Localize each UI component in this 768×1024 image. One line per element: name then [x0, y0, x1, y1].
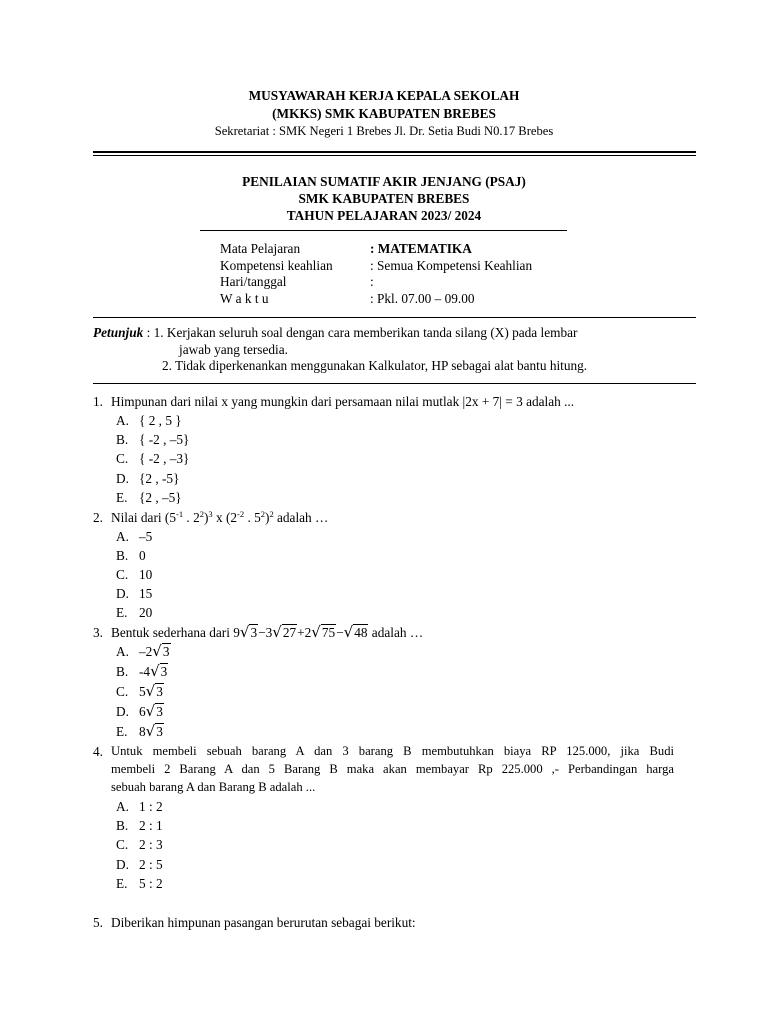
exponent: 2 [199, 509, 204, 519]
radicand: 27 [282, 625, 297, 640]
expr-part: x (2 [212, 510, 238, 525]
radicand: 48 [354, 625, 368, 640]
radical-coefficient: –2 [139, 644, 153, 659]
option-letter: B. [116, 432, 129, 447]
org-title-line1: MUSYAWARAH KERJA KEPALA SEKOLAH [248, 88, 520, 103]
instruction-item1-line2: jawab yang tersedia. [179, 342, 288, 357]
radical-sign: √ [311, 623, 321, 641]
info-label-time: W a k t u [220, 291, 269, 306]
org-title-line2: (MKKS) SMK KABUPATEN BREBES [272, 106, 496, 121]
expr-part: Nilai dari (5 [111, 510, 176, 525]
radical-coefficient: -4 [139, 664, 151, 679]
info-rule [93, 317, 696, 318]
instructions-rule [93, 383, 696, 384]
radicand: 75 [321, 625, 336, 640]
radicand: 3 [156, 704, 163, 719]
option-letter: C. [116, 451, 129, 466]
exponent: -1 [176, 509, 184, 519]
title-rule [200, 230, 567, 231]
expr-part: . 2 [183, 510, 200, 525]
expr-part: adalah … [368, 625, 424, 640]
option-letter: A. [116, 529, 129, 544]
instruction-item1-line1: 1. Kerjakan seluruh soal dengan cara memberikan tanda silang (X) pada lembar [153, 325, 578, 340]
question-text: Diberikan himpunan pasangan berurutan sebagai berikut: [111, 915, 416, 930]
exam-title-line2: SMK KABUPATEN BREBES [298, 191, 470, 206]
option-text [139, 722, 164, 740]
instructions-label: Petunjuk [93, 325, 144, 340]
option-letter: C. [116, 837, 129, 852]
option-letter: C. [116, 567, 129, 582]
radical-coefficient: +2 [297, 625, 312, 640]
square-root [311, 623, 336, 641]
radicand: 3 [156, 724, 163, 739]
exponent: -2 [237, 509, 245, 519]
option-text: 0 [139, 548, 146, 563]
question-number: 2. [93, 510, 103, 525]
expr-part: Bentuk sederhana dari [111, 625, 234, 640]
option-text [139, 682, 164, 700]
expr-part: . 5 [244, 510, 261, 525]
option-letter: E. [116, 490, 128, 505]
radical-coefficient: 6 [139, 704, 146, 719]
option-letter: B. [116, 664, 129, 679]
option-letter: A. [116, 413, 129, 428]
option-letter: E. [116, 876, 128, 891]
option-letter: E. [116, 605, 128, 620]
question-text [111, 510, 328, 526]
square-root [272, 623, 297, 641]
radicand: 3 [156, 684, 163, 699]
radical-sign: √ [145, 702, 156, 720]
option-letter: A. [116, 799, 129, 814]
question-number: 5. [93, 915, 103, 930]
radical-sign: √ [145, 722, 156, 740]
option-letter: B. [116, 818, 129, 833]
radical-sign: √ [145, 682, 156, 700]
option-text: 2 : 1 [139, 818, 163, 833]
radical-coefficient: 8 [139, 724, 146, 739]
radical-sign: √ [150, 662, 160, 680]
secretariat-address: Sekretariat : SMK Negeri 1 Brebes Jl. Dr. Setia Budi N0.17 Brebes [214, 124, 554, 138]
radical-sign: √ [152, 642, 162, 660]
option-text: 20 [139, 605, 153, 620]
option-text: { -2 , –5} [139, 432, 190, 447]
exponent: 2 [269, 509, 274, 519]
square-root [146, 682, 164, 700]
radical-coefficient: −3 [258, 625, 273, 640]
radicand: 3 [250, 625, 258, 640]
radical-coefficient: 5 [139, 684, 146, 699]
exam-title-line3: TAHUN PELAJARAN 2023/ 2024 [286, 208, 482, 223]
instructions-separator: : [143, 325, 154, 340]
option-letter: D. [116, 857, 129, 872]
option-text: {2 , –5} [139, 490, 182, 505]
option-letter: D. [116, 471, 129, 486]
info-value-competency: : Semua Kompetensi Keahlian [370, 258, 533, 273]
square-root [150, 662, 168, 680]
square-root [240, 623, 258, 641]
exponent: 3 [208, 509, 213, 519]
option-text: 1 : 2 [139, 799, 163, 814]
info-label-subject: Mata Pelajaran [220, 241, 301, 256]
option-letter: E. [116, 724, 128, 739]
expr-part: ) [265, 510, 270, 525]
radicand: 3 [160, 664, 168, 679]
question-text: Himpunan dari nilai x yang mungkin dari persamaan nilai mutlak |2x + 7| = 3 adalah ... [111, 394, 575, 409]
option-text: 2 : 3 [139, 837, 163, 852]
info-value-date: : [370, 274, 374, 289]
radical-coefficient: 9 [233, 625, 240, 640]
question-text-line2: membeli 2 Barang A dan 5 Barang B maka akan membayar Rp 225.000 ,- Perbandingan harga [111, 762, 674, 776]
question-number: 4. [93, 744, 103, 759]
question-text-line3: sebuah barang A dan Barang B adalah ... [111, 780, 316, 794]
option-text: 5 : 2 [139, 876, 163, 891]
option-text: { 2 , 5 } [139, 413, 182, 428]
header-double-rule-bottom [93, 155, 696, 156]
radical-sign: √ [239, 623, 250, 641]
option-letter: B. [116, 548, 129, 563]
option-text: { -2 , –3} [139, 451, 190, 466]
square-root [146, 702, 164, 720]
option-text [139, 642, 171, 660]
question-text [111, 623, 423, 641]
radical-coefficient: − [336, 625, 344, 640]
option-letter: D. [116, 586, 129, 601]
option-letter: C. [116, 684, 129, 699]
expr-part: adalah … [273, 510, 329, 525]
question-number: 1. [93, 394, 103, 409]
info-value-subject: : MATEMATIKA [370, 241, 472, 256]
square-root [146, 722, 164, 740]
question-text-line1: Untuk membeli sebuah barang A dan 3 barang B membutuhkan biaya RP 125.000, jika Budi [111, 744, 674, 758]
exam-title-line1: PENILAIAN SUMATIF AKIR JENJANG (PSAJ) [242, 174, 526, 189]
exponent: 2 [260, 509, 265, 519]
header-double-rule-top [93, 151, 696, 153]
expr-part: ) [203, 510, 209, 525]
option-letter: D. [116, 704, 129, 719]
radical-sign: √ [343, 623, 354, 641]
square-root [344, 623, 369, 641]
option-letter: A. [116, 644, 129, 659]
info-value-time: : Pkl. 07.00 – 09.00 [370, 291, 475, 306]
option-text: 2 : 5 [139, 857, 163, 872]
instructions-line1 [93, 325, 577, 341]
square-root [152, 642, 170, 660]
instruction-item2: 2. Tidak diperkenankan menggunakan Kalkulator, HP sebagai alat bantu hitung. [162, 358, 588, 373]
option-text: 15 [139, 586, 153, 601]
option-text: –5 [139, 529, 153, 544]
radicand: 3 [162, 644, 170, 659]
option-text [139, 662, 168, 680]
info-label-date: Hari/tanggal [220, 274, 287, 289]
option-text [139, 702, 164, 720]
question-number: 3. [93, 625, 103, 640]
option-text: {2 , -5} [139, 471, 180, 486]
option-text: 10 [139, 567, 153, 582]
radical-sign: √ [272, 623, 282, 641]
info-label-competency: Kompetensi keahlian [220, 258, 333, 273]
